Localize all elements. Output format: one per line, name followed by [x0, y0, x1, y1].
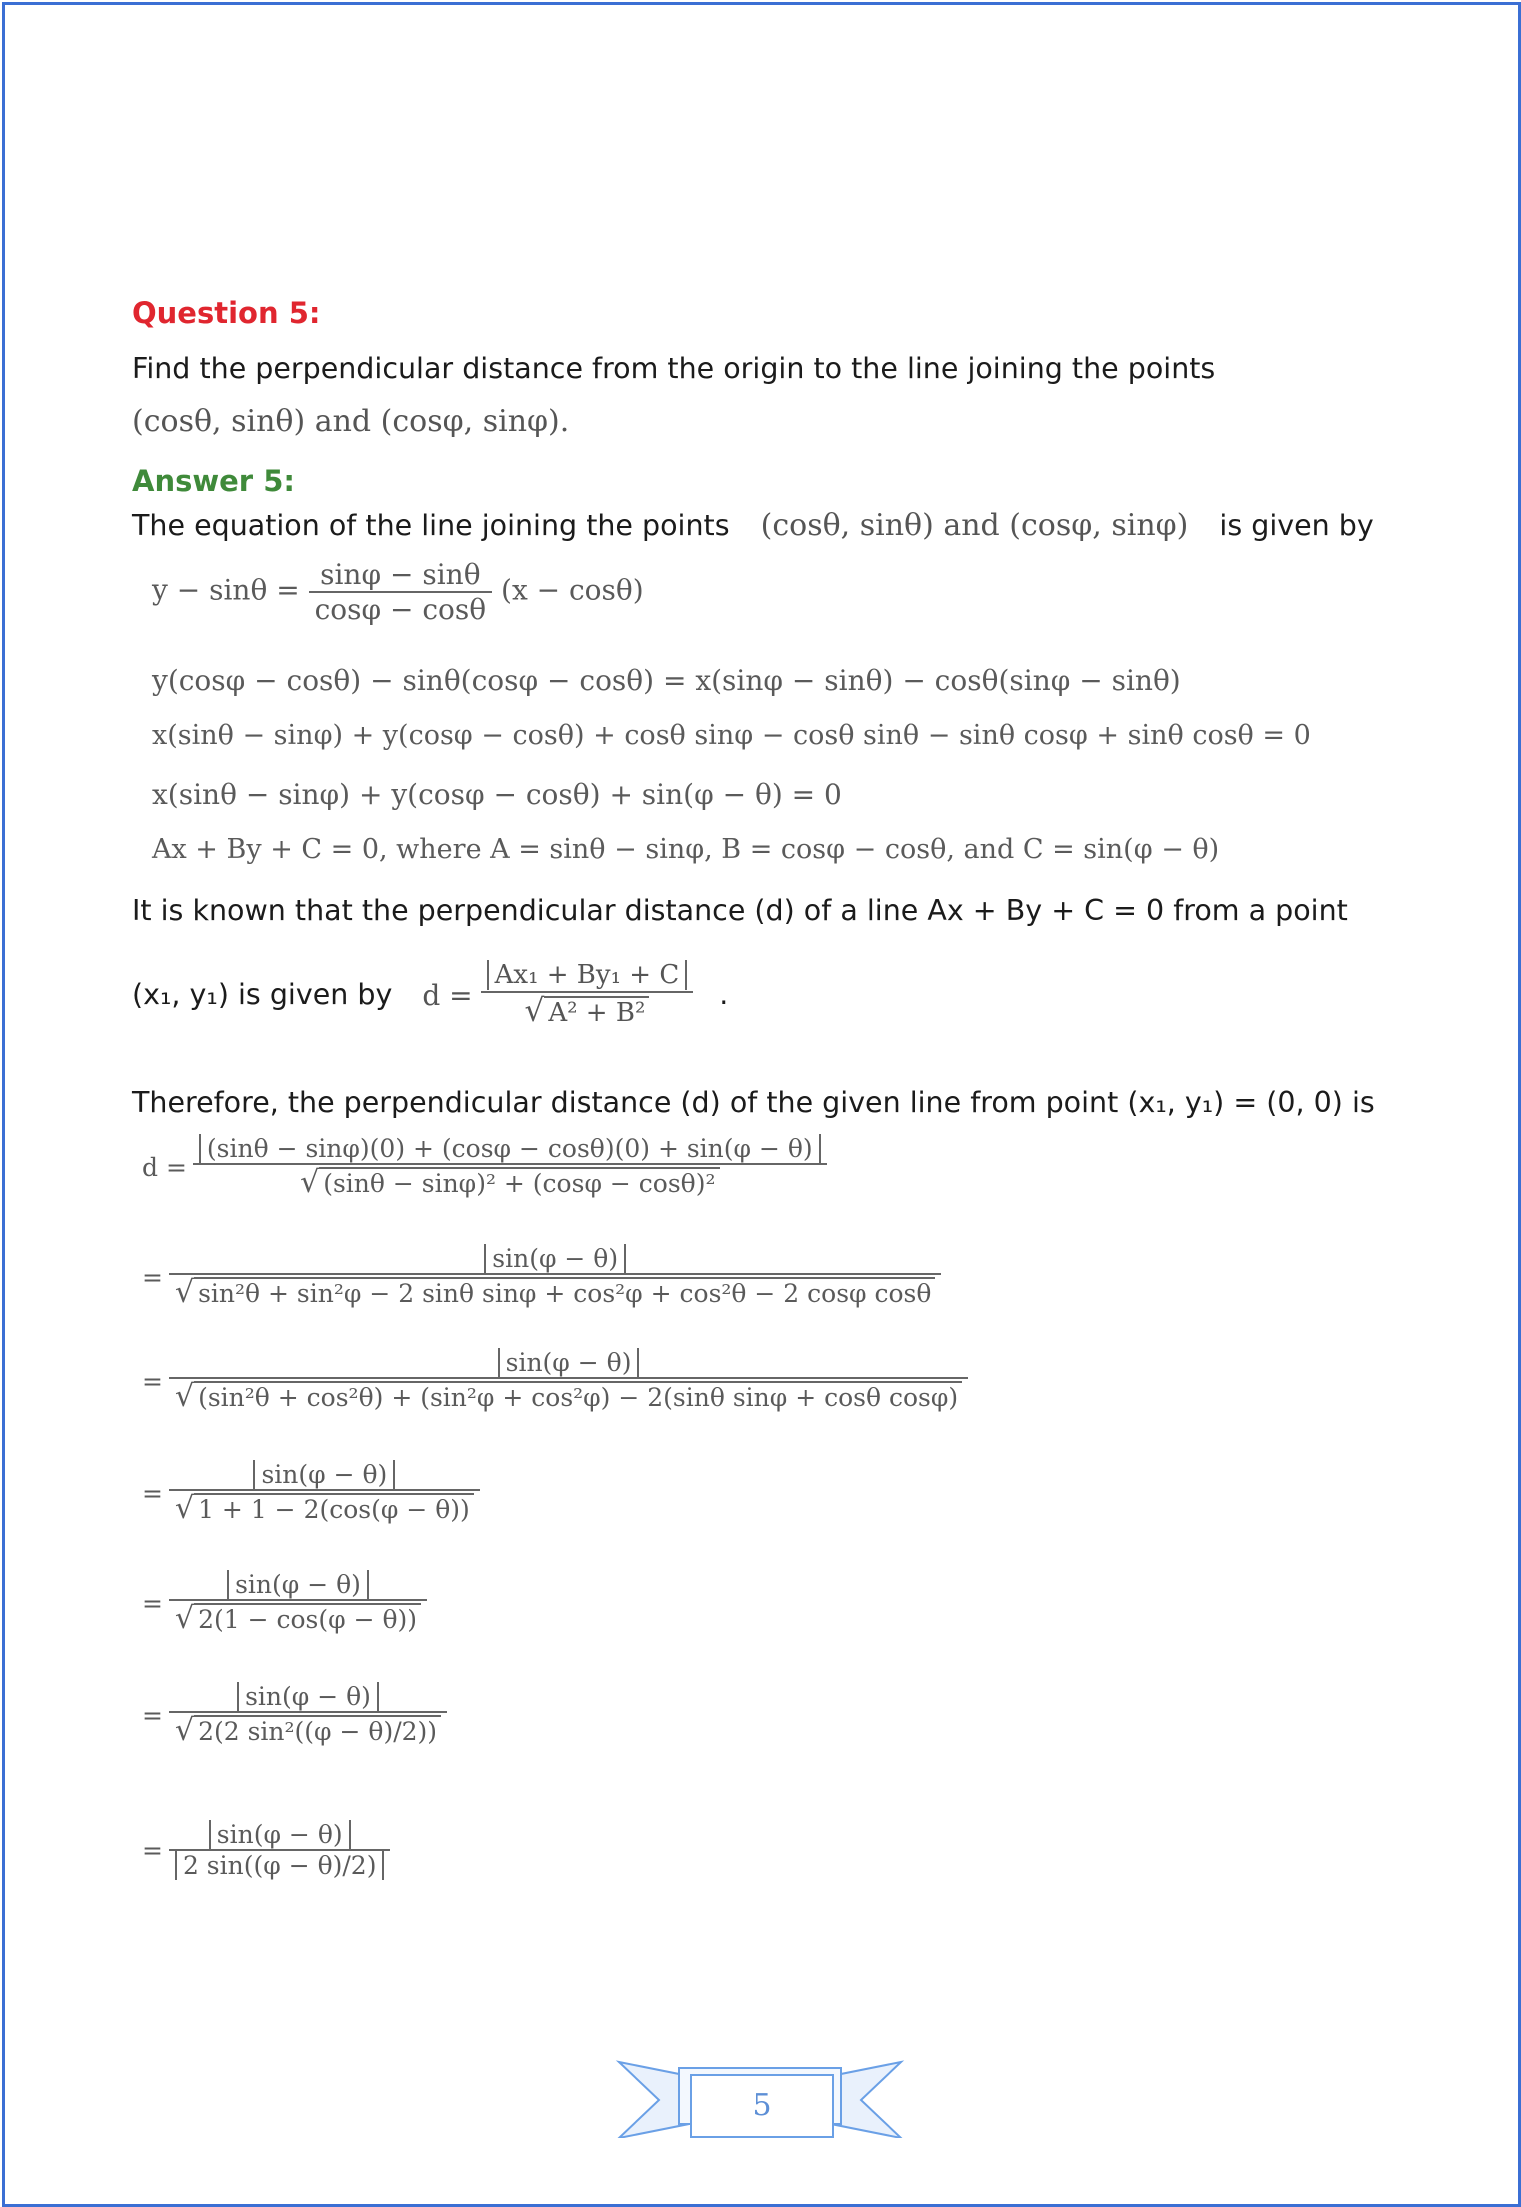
eq-sign: = [142, 1700, 163, 1730]
d3-fraction [169, 1348, 968, 1414]
sqrt-icon: √ [174, 1713, 195, 1748]
equation-1 [152, 558, 644, 626]
eq1-fraction [309, 558, 493, 626]
d1-denominator-sqrt: (sinθ − sinφ)² + (cosφ − cosθ)² [319, 1167, 719, 1198]
d5-denominator-sqrt: 2(1 − cos(φ − θ)) [194, 1603, 421, 1634]
d2-denominator [169, 1275, 941, 1310]
eq-sign: = [142, 1478, 163, 1508]
distance-step-4 [142, 1460, 480, 1526]
question-text: Find the perpendicular distance from the origin to the line joining the points [132, 352, 1216, 385]
answer-intro-post: is given by [1219, 509, 1374, 542]
eq1-denominator: cosφ − cosθ [314, 593, 487, 626]
distance-step-2 [142, 1244, 941, 1310]
answer-intro [132, 508, 1374, 544]
distance-step-6 [142, 1682, 447, 1748]
distance-formula-line [132, 960, 728, 1031]
d1-fraction [193, 1134, 827, 1200]
formula-numerator [481, 960, 694, 993]
d7-denominator [169, 1851, 391, 1880]
d6-denominator [169, 1713, 447, 1748]
point-given-text: (x₁, y₁) is given by [132, 978, 393, 1012]
d1-numerator-abs: (sinθ − sinφ)(0) + (cosφ − cosθ)(0) + sin(φ − θ) [199, 1134, 821, 1163]
d5-denominator [169, 1601, 427, 1636]
d4-fraction [169, 1460, 480, 1526]
therefore-text: Therefore, the perpendicular distance (d) of the given line from point (x₁, y₁) = (0, 0) is [132, 1086, 1375, 1119]
distance-step-1 [142, 1134, 827, 1200]
equation-5: Ax + By + C = 0, where A = sinθ − sinφ, B = cosφ − cosθ, and C = sin(φ − θ) [152, 834, 1220, 865]
d6-numerator-abs: sin(φ − θ) [237, 1682, 379, 1711]
d4-denominator-sqrt: 1 + 1 − 2(cos(φ − θ)) [194, 1493, 474, 1524]
answer-intro-pre: The equation of the line joining the points [132, 509, 730, 542]
d6-denominator-sqrt: 2(2 sin²((φ − θ)/2)) [194, 1715, 441, 1746]
d2-denominator-sqrt: sin²θ + sin²φ − 2 sinθ sinφ + cos²φ + cos²θ − 2 cosφ cosθ [194, 1277, 935, 1308]
page-number: 5 [690, 2074, 834, 2138]
equation-4: x(sinθ − sinφ) + y(cosφ − cosθ) + sin(φ − θ) = 0 [152, 778, 842, 811]
d-lhs: d = [142, 1152, 187, 1182]
d2-numerator [169, 1244, 941, 1275]
eq-sign: = [142, 1262, 163, 1292]
d3-numerator-abs: sin(φ − θ) [498, 1348, 640, 1377]
sqrt-icon: √ [524, 993, 545, 1030]
question-points: (cosθ, sinθ) and (cosφ, sinφ). [132, 404, 570, 439]
eq1-lhs: y − sinθ = [152, 573, 300, 607]
d6-fraction [169, 1682, 447, 1748]
answer-label: Answer 5: [132, 464, 295, 498]
sqrt-icon: √ [174, 1601, 195, 1636]
distance-step-7 [142, 1820, 390, 1880]
d7-denominator-abs: 2 sin((φ − θ)/2) [175, 1851, 385, 1880]
d5-fraction [169, 1570, 427, 1636]
d7-fraction [169, 1820, 391, 1880]
d5-numerator [169, 1570, 427, 1601]
eq-sign: = [142, 1835, 163, 1865]
sqrt-icon: √ [174, 1275, 195, 1310]
d5-numerator-abs: sin(φ − θ) [227, 1570, 369, 1599]
answer-intro-points: (cosθ, sinθ) and (cosφ, sinφ) [760, 508, 1189, 543]
eq1-rhs: (x − cosθ) [501, 573, 644, 607]
eq1-numerator: sinφ − sinθ [309, 558, 493, 593]
d2-fraction [169, 1244, 941, 1310]
question-label: Question 5: [132, 296, 321, 330]
d4-numerator [169, 1460, 480, 1491]
equation-3: x(sinθ − sinφ) + y(cosφ − cosθ) + cosθ sinφ − cosθ sinθ − sinθ cosφ + sinθ cosθ = 0 [152, 720, 1311, 751]
formula-lhs: d = [422, 978, 473, 1012]
d3-denominator-sqrt: (sin²θ + cos²θ) + (sin²φ + cos²φ) − 2(sinθ sinφ + cosθ cosφ) [194, 1381, 962, 1412]
formula-denominator [481, 993, 694, 1030]
eq-sign: = [142, 1588, 163, 1618]
formula-end: . [719, 978, 729, 1012]
d6-numerator [169, 1682, 447, 1713]
d3-numerator [169, 1348, 968, 1379]
sqrt-icon: √ [174, 1379, 195, 1414]
eq-sign: = [142, 1366, 163, 1396]
distance-step-3 [142, 1348, 968, 1414]
distance-step-5 [142, 1570, 427, 1636]
sqrt-icon: √ [300, 1165, 320, 1200]
formula-numerator-abs: Ax₁ + By₁ + C [487, 960, 688, 990]
d2-numerator-abs: sin(φ − θ) [484, 1244, 626, 1273]
d1-numerator [193, 1134, 827, 1165]
d1-denominator [193, 1165, 827, 1200]
formula-fraction [481, 960, 694, 1031]
known-text: It is known that the perpendicular distance (d) of a line Ax + By + C = 0 from a point [132, 894, 1348, 927]
d3-denominator [169, 1379, 968, 1414]
formula-denominator-sqrt: A² + B² [544, 996, 649, 1028]
sqrt-icon: √ [174, 1491, 195, 1526]
d4-numerator-abs: sin(φ − θ) [253, 1460, 395, 1489]
equation-2: y(cosφ − cosθ) − sinθ(cosφ − cosθ) = x(sinφ − sinθ) − cosθ(sinφ − sinθ) [152, 664, 1181, 697]
d7-numerator-abs: sin(φ − θ) [209, 1820, 351, 1849]
d4-denominator [169, 1491, 480, 1526]
d7-numerator [169, 1820, 391, 1851]
